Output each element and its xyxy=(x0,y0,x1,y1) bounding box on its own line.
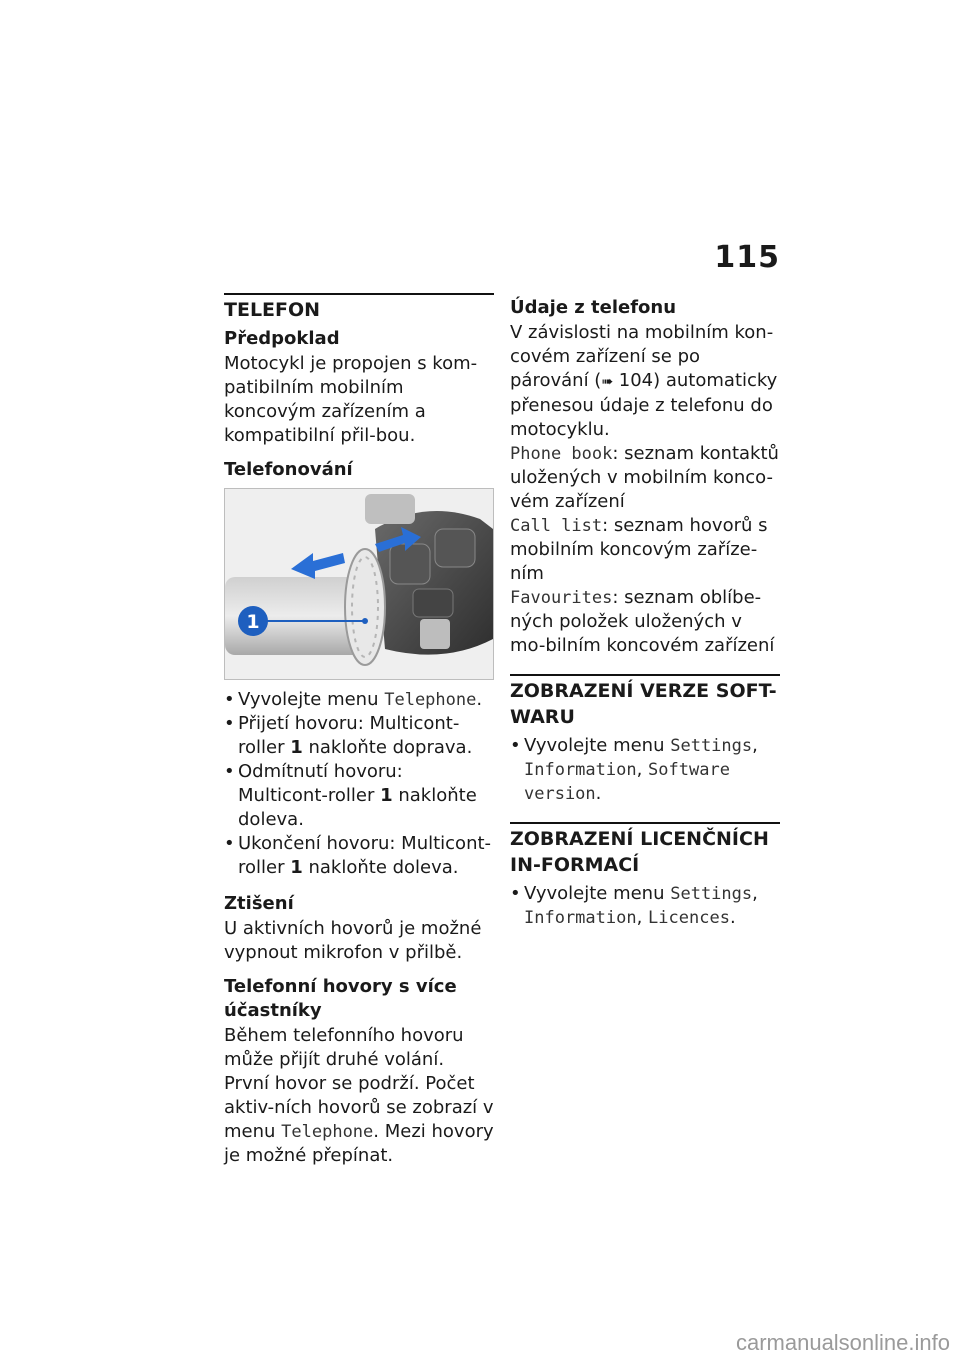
prerequisite-title: Předpoklad xyxy=(224,328,340,349)
prerequisite-text: Motocykl je propojen s kom-patibilním mobilním koncovým zařízením a kompatibilní přil-bou. xyxy=(224,353,478,446)
list-item: • Vyvolejte menu Settings, Information, Licences. xyxy=(510,882,780,930)
list-item: • Odmítnutí hovoru: Multicont-roller 1 nakloňte doleva. xyxy=(224,760,494,832)
arrow-right-icon: ➠ xyxy=(601,374,614,390)
figure-callout-1: 1 xyxy=(246,611,260,633)
section-rule xyxy=(510,674,780,730)
right-column xyxy=(510,293,780,942)
list-item: • Ukončení hovoru: Multicont-roller 1 nakloňte doleva. xyxy=(224,832,494,880)
phone-data-title: Údaje z telefonu xyxy=(510,297,677,318)
phone-data-item: Favourites: seznam oblíbe-ných položek uložených v mo-bilním koncovém zařízení xyxy=(510,587,775,656)
left-column xyxy=(224,293,494,1178)
multi-call-text: Během telefonního hovoru může přijít druhé volání. První hovor se podrží. Počet aktiv-ních hovorů se zobrazí v menu Telephone. Mezi hovory je možné přepínat. xyxy=(224,1025,494,1166)
handlebar-illustration xyxy=(225,489,493,679)
telephony-title: Telefonování xyxy=(224,459,353,480)
section-title-telefon: TELEFON xyxy=(224,299,321,321)
multicontroller-figure xyxy=(224,488,494,680)
mute-title: Ztišení xyxy=(224,893,294,914)
footer-watermark: carmanualsonline.info xyxy=(735,1330,950,1355)
list-item: • Vyvolejte menu Settings, Information, Software version. xyxy=(510,734,780,806)
section-rule xyxy=(224,293,494,323)
licence-bullet-list xyxy=(510,882,780,930)
list-item: • Vyvolejte menu Telephone. xyxy=(224,688,494,712)
phone-data-text: V závislosti na mobilním kon-covém zařízení se po párování (➠ 104) automaticky přenesou údaje z telefonu do motocyklu. xyxy=(510,322,778,440)
software-bullet-list xyxy=(510,734,780,806)
multi-call-title: Telefonní hovory s více účastníky xyxy=(224,976,457,1021)
section-rule xyxy=(510,822,780,878)
telephony-bullet-list xyxy=(224,688,494,880)
page-number: 115 xyxy=(714,240,780,275)
section-title-software: ZOBRAZENÍ VERZE SOFT-WARU xyxy=(510,680,777,728)
mute-text: U aktivních hovorů je možné vypnout mikrofon v přilbě. xyxy=(224,918,482,963)
list-item: • Přijetí hovoru: Multicont-roller 1 nakloňte doprava. xyxy=(224,712,494,760)
phone-data-item: Phone book: seznam kontaktů uložených v mobilním konco-vém zařízení xyxy=(510,443,779,512)
section-title-licences: ZOBRAZENÍ LICENČNÍCH IN-FORMACÍ xyxy=(510,828,769,876)
phone-data-item: Call list: seznam hovorů s mobilním koncovým zaříze-ním xyxy=(510,515,768,584)
